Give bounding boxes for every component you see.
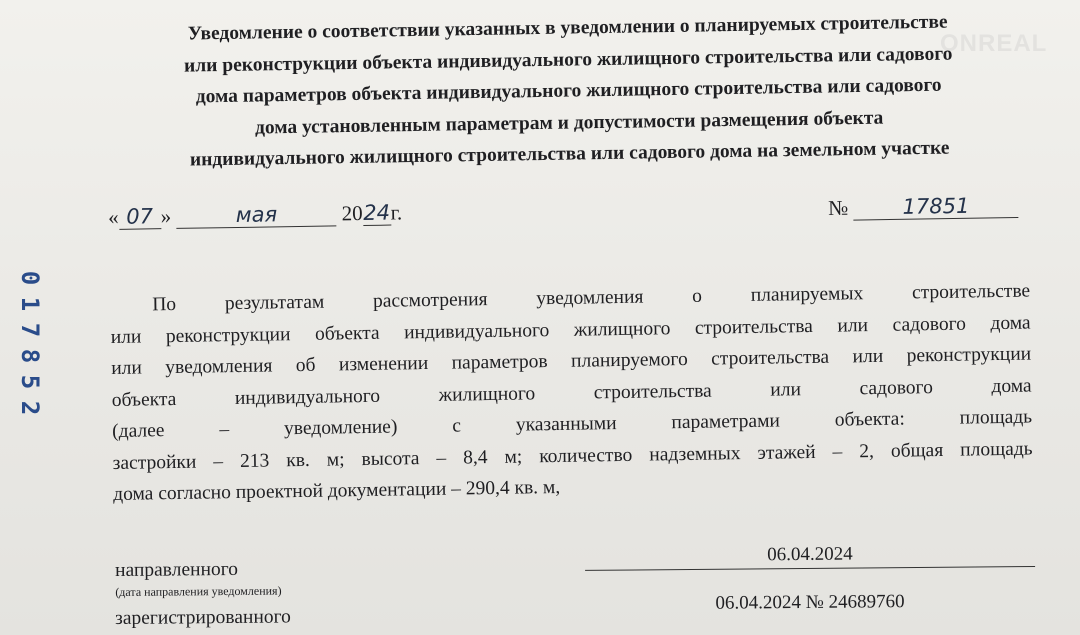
date-year-unit: г.: [390, 200, 403, 225]
body-line: (далее – уведомление) с указанными параметрами объекта: площадь: [112, 406, 1033, 442]
stamp-digit: 1: [16, 296, 44, 312]
document-number: [828, 193, 1019, 221]
stamp-digit: 7: [16, 322, 44, 338]
registered-label: зарегистрированного: [115, 606, 291, 629]
body-line: объекта индивидуального жилищного строительства или садового дома: [111, 375, 1032, 411]
stamp-digit: 8: [16, 348, 44, 364]
body-line: или уведомления об изменении параметров планируемого строительства или реконструкции: [111, 343, 1032, 379]
body-paragraph: [110, 276, 1033, 511]
body-line: застройки – 213 кв. м; высота – 8,4 м; количество надземных этажей – 2, общая площадь: [112, 438, 1033, 474]
heading-line: или реконструкции объекта индивидуального жилищного строительства или садового: [183, 43, 953, 77]
document-heading: [95, 5, 1042, 177]
date-year-suffix: 24: [363, 200, 391, 225]
date-day: 07: [118, 204, 160, 230]
watermark-logo: ONREAL: [940, 30, 1048, 57]
body-line: или реконструкции объекта индивидуального жилищного строительства или садового дома: [110, 312, 1031, 348]
stamp-digit: 2: [16, 400, 44, 416]
body-line: По результатам рассмотрения уведомления о планируемых строительстве: [152, 280, 1031, 316]
date-open-quote: «: [108, 204, 119, 229]
heading-line: дома параметров объекта индивидуального жилищного строительства или садового: [195, 74, 942, 108]
sent-label: направленного: [115, 558, 239, 581]
registered-value: 06.04.2024 № 24689760: [715, 591, 905, 614]
serial-stamp: [10, 265, 50, 435]
date-month: мая: [176, 201, 336, 229]
stamp-digit: 0: [16, 270, 44, 286]
date-close-quote: »: [160, 204, 172, 229]
issue-date: [108, 200, 402, 230]
heading-line: дома установленным параметрам и допустимости размещения объекта: [254, 107, 884, 138]
stamp-digit: 5: [16, 374, 44, 390]
body-line: дома согласно проектной документации – 290,4 кв. м,: [113, 476, 561, 505]
number-label: №: [828, 195, 849, 220]
sent-date: 06.04.2024: [585, 542, 1035, 571]
number-value: 17851: [853, 193, 1018, 221]
sent-caption: (дата направления уведомления): [115, 583, 282, 599]
sent-row: [115, 543, 1035, 599]
date-year-prefix: 20: [341, 201, 363, 226]
heading-line: Уведомление о соответствии указанных в уведомлении о планируемых строительстве: [187, 11, 948, 45]
heading-line: индивидуального жилищного строительства или садового дома на земельном участке: [189, 137, 950, 171]
